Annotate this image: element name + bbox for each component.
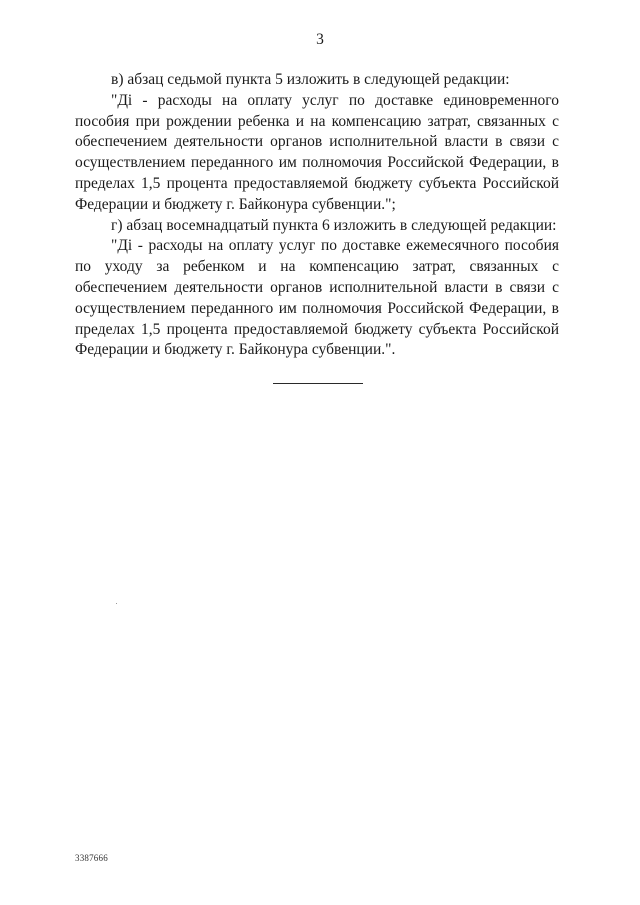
document-id: 3387666 — [75, 853, 108, 863]
end-rule-divider — [273, 383, 363, 384]
paragraph-quoted-text-1: "Дi - расходы на оплату услуг по доставке единовременного пособия при рождении ребенка и на компенсацию затрат, связанных с обеспечением деятельности органов исполнительной власти в связи с осуществлением переданного им полномочия Российской Федерации, в пределах 1,5 процента предоставляемой бюджету субъекта Российской Федерации и бюджету г. Байконура субвенции."; — [75, 91, 559, 213]
paragraph-amendment-g: г) абзац восемнадцатый пункта 6 изложить в следующей редакции: — [111, 216, 557, 234]
paragraph-amendment-v: в) абзац седьмой пункта 5 изложить в следующей редакции: — [111, 71, 510, 88]
document-body — [75, 70, 559, 361]
page-number: 3 — [316, 31, 324, 48]
paragraph-quoted-text-2: "Дi - расходы на оплату услуг по доставке ежемесячного пособия по уходу за ребенком и на компенсацию затрат, связанных с обеспечением деятельности органов исполнительной власти в связи с осуществлением переданного им полномочия Российской Федерации, в пределах 1,5 процента предоставляемой бюджету субъекта Российской Федерации и бюджету г. Байконура субвенции.". — [75, 237, 559, 359]
scan-speck — [116, 603, 117, 604]
